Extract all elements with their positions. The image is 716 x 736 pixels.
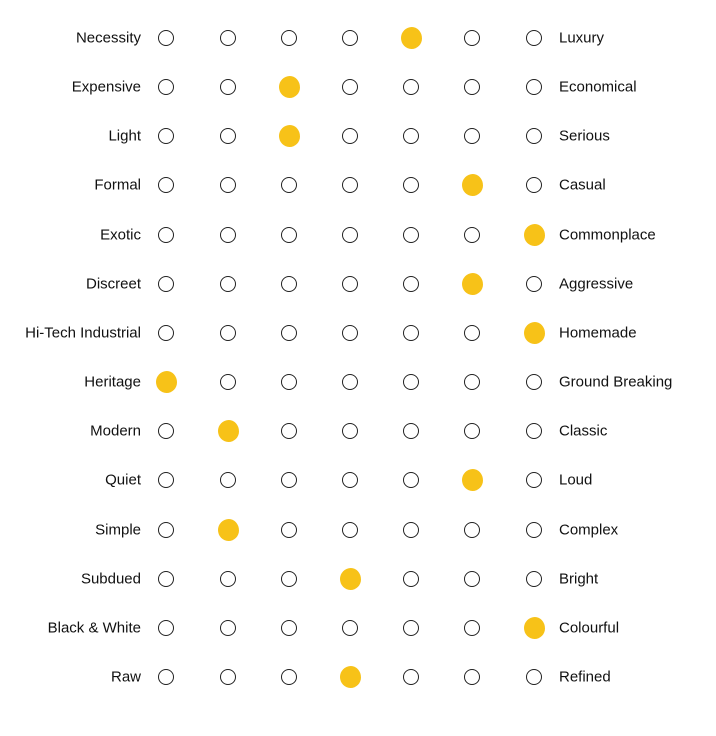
scale-row	[0, 564, 716, 594]
radio-option[interactable]	[158, 620, 174, 636]
radio-option[interactable]	[281, 472, 297, 488]
radio-option[interactable]	[342, 30, 358, 46]
radio-option[interactable]	[220, 669, 236, 685]
radio-option-selected[interactable]	[218, 519, 239, 541]
radio-option[interactable]	[281, 227, 297, 243]
right-anchor-label: Ground Breaking	[559, 373, 673, 391]
radio-option[interactable]	[342, 522, 358, 538]
scale-row	[0, 121, 716, 151]
radio-option[interactable]	[342, 79, 358, 95]
radio-option[interactable]	[281, 669, 297, 685]
radio-option[interactable]	[403, 276, 419, 292]
radio-option[interactable]	[464, 423, 480, 439]
radio-option[interactable]	[526, 522, 542, 538]
radio-option[interactable]	[403, 128, 419, 144]
radio-option[interactable]	[220, 227, 236, 243]
radio-option[interactable]	[281, 620, 297, 636]
left-anchor-label: Necessity	[75, 29, 141, 47]
radio-option[interactable]	[342, 128, 358, 144]
radio-option[interactable]	[158, 177, 174, 193]
radio-option[interactable]	[342, 423, 358, 439]
right-anchor-label: Serious	[559, 127, 610, 145]
radio-option[interactable]	[158, 571, 174, 587]
radio-option[interactable]	[526, 472, 542, 488]
right-anchor-label: Commonplace	[559, 226, 656, 244]
radio-option[interactable]	[158, 128, 174, 144]
left-anchor-label: Expensive	[71, 78, 141, 96]
scale-row	[0, 72, 716, 102]
radio-option-selected[interactable]	[156, 371, 177, 393]
radio-option[interactable]	[526, 30, 542, 46]
radio-option[interactable]	[158, 325, 174, 341]
radio-option[interactable]	[342, 227, 358, 243]
left-anchor-label: Modern	[90, 422, 141, 440]
radio-option[interactable]	[464, 325, 480, 341]
right-anchor-label: Luxury	[559, 29, 605, 47]
radio-option[interactable]	[158, 522, 174, 538]
radio-option[interactable]	[220, 325, 236, 341]
radio-option[interactable]	[281, 177, 297, 193]
left-anchor-label: Formal	[94, 176, 141, 194]
radio-option[interactable]	[464, 522, 480, 538]
radio-option[interactable]	[281, 423, 297, 439]
radio-option-selected[interactable]	[279, 76, 300, 98]
radio-option[interactable]	[403, 423, 419, 439]
radio-option[interactable]	[464, 620, 480, 636]
radio-option[interactable]	[526, 276, 542, 292]
radio-option-selected[interactable]	[524, 224, 545, 246]
radio-option[interactable]	[342, 325, 358, 341]
radio-option[interactable]	[158, 79, 174, 95]
radio-option[interactable]	[220, 177, 236, 193]
radio-option[interactable]	[526, 374, 542, 390]
scale-row	[0, 367, 716, 397]
left-anchor-label: Simple	[95, 521, 141, 538]
left-anchor-label: Raw	[110, 668, 141, 686]
radio-option-selected[interactable]	[279, 125, 300, 147]
left-anchor-label: Subdued	[80, 570, 141, 588]
right-anchor-label: Aggressive	[559, 275, 634, 293]
right-anchor-label: Economical	[559, 78, 637, 96]
radio-option[interactable]	[220, 128, 236, 144]
radio-option[interactable]	[526, 423, 542, 439]
radio-option[interactable]	[403, 227, 419, 243]
scale-row	[0, 170, 716, 200]
scale-row	[0, 220, 716, 250]
right-anchor-label: Refined	[559, 668, 611, 686]
scale-row	[0, 662, 716, 692]
radio-option[interactable]	[158, 472, 174, 488]
radio-option[interactable]	[220, 620, 236, 636]
radio-option[interactable]	[403, 374, 419, 390]
radio-option[interactable]	[403, 472, 419, 488]
radio-option[interactable]	[281, 522, 297, 538]
right-anchor-label: Loud	[559, 471, 593, 489]
right-anchor-label: Bright	[559, 570, 599, 588]
radio-option[interactable]	[281, 30, 297, 46]
left-anchor-label: Hi-Tech Industrial	[25, 324, 141, 342]
radio-option[interactable]	[220, 79, 236, 95]
right-anchor-label: Homemade	[559, 324, 637, 342]
radio-option[interactable]	[281, 325, 297, 341]
radio-option-selected[interactable]	[524, 322, 545, 344]
radio-option[interactable]	[464, 128, 480, 144]
scale-row	[0, 465, 716, 495]
radio-option[interactable]	[464, 30, 480, 46]
radio-option[interactable]	[526, 177, 542, 193]
scale-row	[0, 416, 716, 446]
left-anchor-label: Exotic	[100, 226, 141, 244]
radio-option-selected[interactable]	[524, 617, 545, 639]
radio-option[interactable]	[403, 620, 419, 636]
radio-option[interactable]	[220, 374, 236, 390]
radio-option[interactable]	[158, 669, 174, 685]
radio-option[interactable]	[403, 669, 419, 685]
radio-option[interactable]	[464, 374, 480, 390]
radio-option[interactable]	[342, 177, 358, 193]
radio-option[interactable]	[220, 30, 236, 46]
left-anchor-label: Black & White	[47, 619, 141, 637]
radio-option[interactable]	[526, 571, 542, 587]
radio-option[interactable]	[158, 227, 174, 243]
right-anchor-label: Classic	[559, 422, 608, 440]
radio-option[interactable]	[158, 276, 174, 292]
radio-option[interactable]	[464, 571, 480, 587]
scale-row	[0, 515, 716, 545]
radio-option-selected[interactable]	[218, 420, 239, 442]
radio-option-selected[interactable]	[462, 469, 483, 491]
left-anchor-label: Quiet	[105, 471, 141, 489]
radio-option[interactable]	[342, 276, 358, 292]
radio-option[interactable]	[220, 472, 236, 488]
left-anchor-label: Light	[108, 127, 141, 145]
radio-option-selected[interactable]	[340, 568, 361, 590]
radio-option[interactable]	[281, 374, 297, 390]
radio-option[interactable]	[281, 276, 297, 292]
right-anchor-label: Complex	[559, 521, 619, 538]
left-anchor-label: Discreet	[85, 275, 141, 293]
radio-option[interactable]	[158, 30, 174, 46]
radio-option[interactable]	[281, 571, 297, 587]
radio-option[interactable]	[342, 472, 358, 488]
radio-option[interactable]	[342, 620, 358, 636]
radio-option-selected[interactable]	[401, 27, 422, 49]
left-anchor-label: Heritage	[84, 373, 141, 391]
radio-option[interactable]	[464, 79, 480, 95]
radio-option[interactable]	[220, 571, 236, 587]
scale-row	[0, 23, 716, 53]
right-anchor-label: Casual	[559, 176, 606, 194]
radio-option[interactable]	[526, 128, 542, 144]
radio-option[interactable]	[526, 669, 542, 685]
radio-option-selected[interactable]	[340, 666, 361, 688]
radio-option[interactable]	[158, 423, 174, 439]
scale-row	[0, 613, 716, 643]
radio-option-selected[interactable]	[462, 273, 483, 295]
scale-row	[0, 269, 716, 299]
radio-option[interactable]	[220, 276, 236, 292]
scale-row	[0, 318, 716, 348]
right-anchor-label: Colourful	[559, 619, 620, 637]
radio-option[interactable]	[403, 177, 419, 193]
radio-option[interactable]	[464, 669, 480, 685]
radio-option[interactable]	[464, 227, 480, 243]
radio-option[interactable]	[403, 325, 419, 341]
radio-option[interactable]	[403, 79, 419, 95]
radio-option[interactable]	[403, 571, 419, 587]
radio-option[interactable]	[342, 374, 358, 390]
radio-option[interactable]	[526, 79, 542, 95]
radio-option-selected[interactable]	[462, 174, 483, 196]
radio-option[interactable]	[403, 522, 419, 538]
